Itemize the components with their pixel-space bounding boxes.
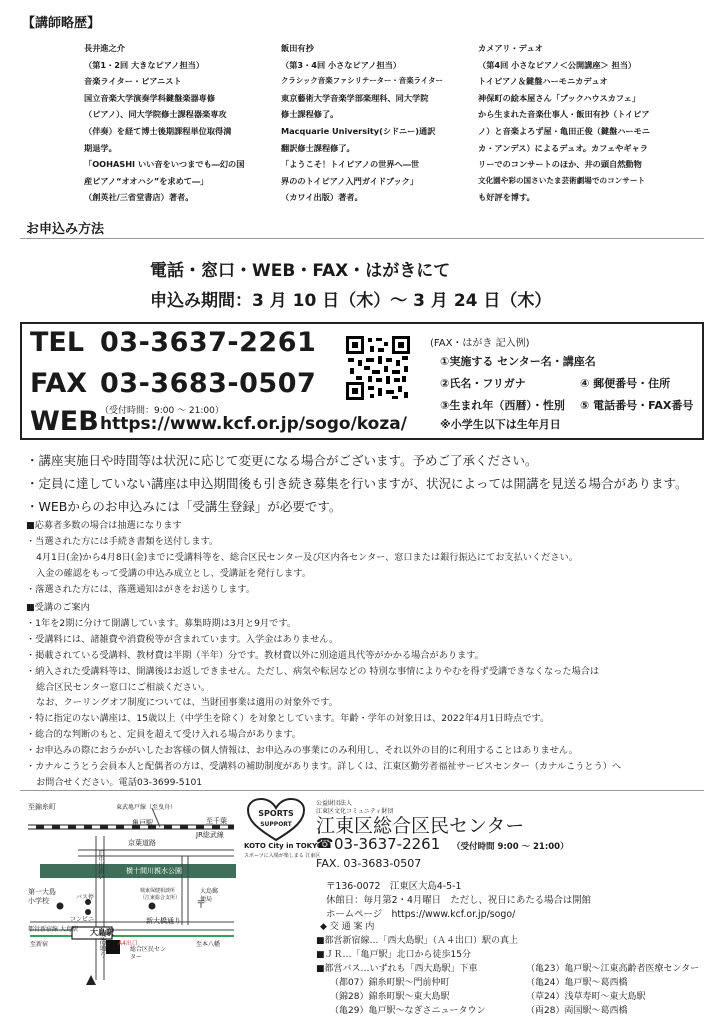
svg-text:〒: 〒 — [196, 900, 206, 911]
map-label-bus-stop: バス停 — [76, 894, 95, 901]
profile-name: 飯田有抄 — [281, 43, 314, 53]
center-name: 江東区総合区民センター — [316, 815, 525, 837]
divider — [20, 790, 704, 791]
qr-code[interactable] — [346, 336, 410, 400]
map-label-kameido-station: 亀戸駅 — [132, 819, 153, 827]
profile-line: トイピアノ＆鍵盤ハーモニカデュオ — [478, 76, 608, 87]
map-label-to-shinjuku: 至新宿 — [30, 941, 49, 948]
access-title: ◆ 交 通 案 内 — [320, 922, 375, 932]
apply-title: お申込み方法 — [26, 222, 105, 237]
logo-text-bottom: SUPPORT — [260, 821, 292, 828]
profile-line: 界ののトイピアノ入門ガイドブック」 — [281, 175, 419, 186]
divider — [20, 238, 704, 239]
reception-hours: （受付時間：9:00 ～ 21:00） — [100, 406, 224, 416]
profile-line: ノ）と音楽よろず屋・亀田正俊（鍵盤ハーモニ — [478, 125, 650, 136]
bus-route: （両28）両国駅～葛西橋 — [526, 1006, 628, 1016]
profile-line: 期退学。 — [84, 142, 117, 153]
access-bus: ■都営バス…いずれも「西大島駅」下車 — [316, 964, 478, 974]
map-label-to-motoyawata: 至本八幡 — [196, 941, 221, 948]
fax-example-item-5: ⑤ 電話番号・FAX番号 — [580, 399, 694, 412]
profile-line: リーでのコンサートのほか、井の頭自然動物 — [478, 159, 642, 170]
sports-support-logo — [246, 798, 306, 842]
fax-example-item-1: ①実施する センター名・講座名 — [440, 355, 596, 368]
guide-line: ・特に指定のない講座は、15歳以上（中学生を除く）を対象としています。年齢・学年の対象日は、2022年4月1日時点です。 — [26, 713, 550, 725]
lottery-section — [26, 518, 578, 598]
fax-example-item-2: ②氏名・フリガナ — [440, 377, 526, 390]
lottery-title: ■応募者多数の場合は抽選になります — [26, 520, 182, 531]
guide-line: ・1年を2期に分けて開講しています。募集時期は3月と9月です。 — [26, 617, 296, 629]
profile-line: （ピアノ）、同大学院修士課程器楽専攻 — [84, 109, 227, 120]
bus-route: （亀24）亀戸駅～葛西橋 — [526, 978, 628, 988]
profile-line: （伴奏）を経て博士後期課程単位取得満 — [84, 125, 232, 136]
guide-line: ・お申込みの際におうかがいしたお客様の個人情報は、お申込みの事業にのみ利用し、それ以外の目的に利用することはありません。 — [26, 745, 578, 757]
profile-line: から生まれた音楽仕事人・飯田有抄（トイピア — [478, 109, 650, 120]
center-tel-hours: （受付時間 9:00 ～ 21:00） — [452, 842, 569, 852]
map-label-convenience: コンビニ — [70, 916, 95, 923]
map-label-kyunakagawa: 旧中川沿い — [97, 850, 104, 880]
profile-line: （カワイ出版）著者。 — [281, 192, 363, 203]
profile-line: 文化園や彩の国さいたま芸術劇場でのコンサート — [478, 175, 646, 185]
map-label-chiba: 至千葉 — [206, 817, 227, 825]
center-address: 〒136-0072 江東区大島4-5-1 — [326, 881, 462, 892]
center-tel[interactable]: 03-3637-2261 — [334, 835, 441, 853]
map-label-health-center: 城東保健相談所（江東総合支所） — [140, 888, 181, 901]
guide-line: 総合区民センター窓口にご相談ください。 — [36, 681, 211, 693]
notice-3: ・WEBからのお申込みには「受講生登録」が必要です。 — [26, 499, 342, 514]
profile-line: クラシック音楽ファシリテーター・音楽ライター — [281, 76, 443, 86]
lottery-line: 入金の確認をもって受講の申込み成立とし、受講証を発行します。 — [36, 567, 311, 579]
map-label-post-office: 大島郵便局 — [200, 888, 219, 903]
org-name: 江東区文化コミュニティ財団 — [316, 808, 394, 815]
map-label-meiji-dori: 明治通り — [99, 930, 107, 958]
map-label-tobu-line: 東武亀戸線（至曳舟） — [116, 804, 177, 811]
profile-line: 「ようこそ！トイピアノの世界へ―世 — [281, 159, 420, 170]
logo-text-top: SPORTS — [258, 809, 294, 818]
web-url[interactable]: https://www.kcf.or.jp/sogo/koza/ — [100, 414, 407, 434]
map-label-canal-park: 横十間川親水公園 — [126, 867, 182, 875]
bus-route: （亀29）亀戸駅～なぎさニュータウン — [330, 1006, 486, 1016]
guide-line: ・掲載されている受講料、教材費は半期（半年）分です。教材費以外に別途道具代等がかかる場合があります。 — [26, 649, 484, 661]
profiles-section-title: 【講師略歴】 — [22, 16, 101, 31]
profile-line: 翻訳修士課程修了。 — [281, 142, 355, 153]
profile-line: 国立音楽大学演奏学科鍵盤楽器専修 — [84, 92, 216, 103]
profile-line: 産ピアノ“オオハシ”を求めて―」 — [84, 175, 209, 186]
tel-number[interactable]: 03-3637-2261 — [100, 327, 317, 358]
fax-number: 03-3683-0507 — [100, 368, 317, 399]
bus-route: （錦28）錦糸町駅～東大島駅 — [330, 992, 450, 1002]
fax-example-note: ※小学生以下は生年月日 — [440, 418, 561, 431]
guide-line: ・カナルこうとう会員本人と配偶者の方は、受講料の補助制度があります。詳しくは、江東区勤労者福祉サービスセンター（カナルこうとう）へ — [26, 761, 622, 773]
map-label-jr-line: JR総武線 — [196, 831, 224, 839]
notice-2: ・定員に達していない講座は申込期間後も引き続き募集を行いますが、状況によっては開講を見送る場合があります。 — [26, 476, 688, 491]
map-label-keiyo-road: 京葉道路 — [128, 839, 156, 847]
profile-line: カ・アンデス）によるデュオ。カフェやギャラ — [478, 142, 648, 153]
apply-period: 申込み期間：3 月 10 日（木）～ 3 月 24 日（木） — [150, 291, 552, 311]
lottery-line: ・当選された方には手続き書類を送付します。 — [26, 535, 219, 547]
map-label-shin-ohashi: 新大橋通り — [146, 917, 181, 925]
map-label-shinjuku-line: 都営新宿線 大島駅 — [28, 926, 78, 933]
apply-methods: 電話・窓口・WEB・FAX・はがきにて — [150, 261, 451, 281]
fax-example-item-3: ③生まれ年（西暦）・性別 — [440, 399, 565, 412]
map-label-station: 大島駅 — [90, 928, 114, 937]
profile-kameari-duo — [478, 40, 713, 206]
profile-name: 長井進之介 — [84, 43, 125, 53]
profile-iida — [281, 40, 486, 206]
map-label-a4-exit: A4出口 — [118, 940, 138, 947]
web-label: WEB — [30, 406, 99, 437]
center-homepage[interactable]: ホームページ https://www.kcf.or.jp/sogo/ — [326, 909, 516, 920]
profile-line: 修士課程修了。 — [281, 109, 339, 120]
profile-line: （第1・2回 大きなピアノ担当） — [84, 59, 205, 70]
guide-line: ・受講料には、諸雑費や消費税等が含まれています。入学金はありません。 — [26, 633, 339, 645]
logo-caption-sub: スポーツに入場が楽しまる 江東区 — [244, 853, 321, 859]
fax-label: FAX — [30, 368, 88, 399]
notice-1: ・講座実施日や時間等は状況に応じて変更になる場合がございます。予めご了承ください。 — [26, 453, 538, 468]
guide-line: なお、クーリングオフ制度については、当財団事業は適用の対象外です。 — [36, 697, 338, 709]
map-label-center: 総合区民センター — [130, 946, 167, 961]
profile-name: カメアリ・デュオ — [478, 43, 543, 53]
profile-line: 東京藝術大学音楽学部楽理科、同大学院 — [281, 92, 429, 103]
profile-line: 「OOHASHI いい音をいつまでも―幻の国 — [84, 159, 245, 170]
guide-line: ・総合的な判断のもと、定員を超えて受け入れる場合があります。 — [26, 729, 301, 741]
profile-line: 音楽ライター・ピアニスト — [84, 76, 182, 87]
fax-example-item-4: ④ 郵便番号・住所 — [580, 377, 671, 390]
access-jr: ■ＪＲ…「亀戸駅」北口から徒歩15分 — [316, 950, 471, 960]
profile-nagai — [84, 40, 289, 206]
bus-route: （都07）錦糸町駅～門前仲町 — [330, 978, 450, 988]
guide-line: ・納入された受講料等は、開講後はお返しできません。ただし、病気や転居などの 特別な事情によりやむを得ず受講できなくなった場合は — [26, 665, 600, 677]
bus-route: （草24）浅草寿町～東大島駅 — [526, 992, 646, 1002]
lottery-line: ・落選された方には、落選通知はがきをお送りします。 — [26, 583, 255, 595]
profile-line: 神保町の絵本屋さん「ブックハウスカフェ」 — [478, 92, 641, 103]
profile-line: も好評を博す。 — [478, 192, 535, 203]
profile-line: （第4回 小さなピアノ＜公開講座＞ 担当） — [478, 59, 637, 70]
center-closed-days: 休館日：毎月第2・4月曜日 ただし、祝日にあたる場合は開館 — [326, 895, 592, 906]
logo-caption-koto: KOTO City in TOKYO — [244, 842, 323, 850]
map-label-kinshicho: 至錦糸町 — [28, 803, 56, 811]
org-label: 公益財団法人 — [316, 800, 353, 807]
map-label-school: 第一大島小学校 — [28, 888, 56, 905]
tel-label: TEL — [30, 327, 85, 358]
center-fax: FAX. 03-3683-0507 — [316, 857, 422, 870]
profile-line: （創英社/三省堂書店）著者。 — [84, 192, 194, 203]
guide-title: ■受講のご案内 — [26, 602, 90, 613]
bus-route: （亀23）亀戸駅～江東高齢者医療センター — [526, 964, 700, 974]
profile-line: （第3・4回 小さなピアノ担当） — [281, 59, 402, 70]
phone-icon: ☎ — [316, 836, 334, 852]
guide-line: お問合せください。電話03-3699-5101 — [36, 776, 203, 788]
fax-example-title: (FAX・はがき 記入例) — [430, 338, 530, 349]
profile-line: Macquarie University(シドニー)通訳 — [281, 125, 436, 136]
access-subway: ■都営新宿線…「西大島駅」（Ａ４出口）駅の真上 — [316, 936, 519, 946]
guide-section — [26, 600, 621, 791]
lottery-line: 4月1日(金)から4月8日(金)までに受講料等を、総合区民センター及び区内各センター、窓口または銀行振込にてお支払いください。 — [36, 551, 578, 563]
